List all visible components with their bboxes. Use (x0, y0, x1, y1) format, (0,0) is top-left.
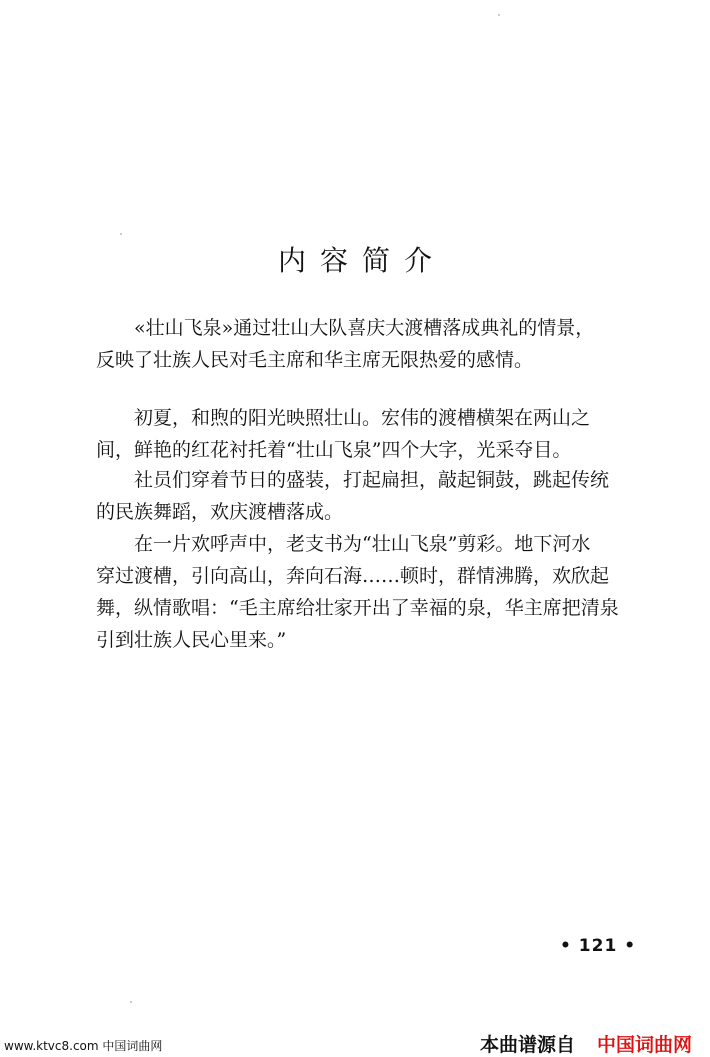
paragraph-line: 的民族舞蹈，欢庆渡槽落成。 (96, 501, 344, 523)
paragraph-ceremony (96, 528, 636, 656)
paragraph-dance (96, 464, 636, 528)
page-number: • 121 • (560, 936, 637, 956)
paragraph-intro (96, 312, 636, 376)
scan-speck (498, 14, 500, 16)
paragraph-line: 初夏，和煦的阳光映照壮山。宏伟的渡槽横架在两山之 (134, 407, 591, 429)
paragraph-line: 反映了壮族人民对毛主席和华主席无限热爱的感情。 (96, 349, 534, 371)
paragraph-line: 舞，纵情歌唱：“毛主席给壮家开出了幸福的泉，华主席把清泉 (96, 597, 619, 619)
watermark-url: www.ktvc8.com 中国词曲网 (4, 1039, 163, 1053)
paragraph-line: 间，鲜艳的红花衬托着“壮山飞泉”四个大字，光采夺目。 (96, 439, 572, 461)
paragraph-line: 社员们穿着节日的盛装，打起扁担，敲起铜鼓，跳起传统 (134, 469, 610, 491)
scan-speck (130, 1001, 132, 1003)
page-title: 内容简介 (277, 244, 446, 277)
paragraph-line: 穿过渡槽，引向高山，奔向石海……顿时，群情沸腾，欢欣起 (96, 565, 610, 587)
watermark-site-name: 中国词曲网 (597, 1034, 693, 1056)
scan-speck (120, 233, 122, 235)
watermark-source (480, 1030, 692, 1057)
paragraph-line: 引到壮族人民心里来。” (96, 629, 287, 651)
paragraph-line: «壮山飞泉»通过壮山大队喜庆大渡槽落成典礼的情景， (134, 317, 595, 339)
paragraph-line: 在一片欢呼声中，老支书为“壮山飞泉”剪彩。地下河水 (134, 533, 591, 555)
paragraph-summer (96, 402, 636, 466)
watermark-source-label: 本曲谱源自 (480, 1034, 576, 1056)
